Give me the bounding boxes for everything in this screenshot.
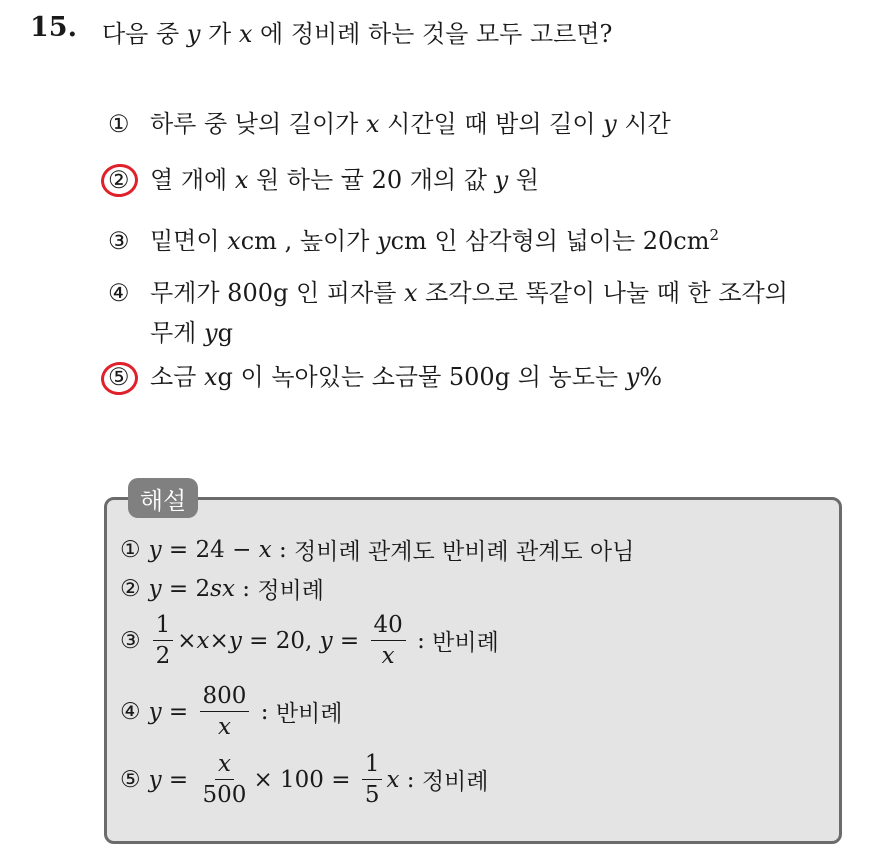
fraction-one-fifth: $\frac{1}{5}$ [362, 751, 383, 808]
fraction-x-over-500: $\frac{x}{500}$ [202, 751, 247, 808]
option-2[interactable]: ② 열 개에 x 원 하는 귤 20 개의 값 y 원 [108, 160, 539, 200]
option-5[interactable]: ⑤ 소금 xg 이 녹아있는 소금물 500g 의 농도는 y% [108, 357, 662, 397]
solution-row-5: ⑤ y = $\frac{x}{500}$ × 100 = $\frac{1}{5}$ x : 정비례 [120, 751, 489, 808]
solution-row-4: ④ y = $\frac{800}{x}$ : 반비례 [120, 683, 343, 740]
option-3[interactable]: ③ 밑면이 xcm , 높이가 ycm 인 삼각형의 넓이는 $20cm^2$ [108, 215, 719, 261]
option-2-mark: ② [108, 166, 130, 194]
option-5-mark: ⑤ [108, 363, 130, 391]
option-4[interactable]: ④ 무게가 800g 인 피자를 x 조각으로 똑같이 나눌 때 한 조각의 무게 yg [108, 273, 788, 353]
solution-row-2: ② y = 2 sx : 정비례 [120, 575, 324, 604]
solution-row-1: ① y = 24 − x : 정비례 관계도 반비례 관계도 아님 [120, 536, 635, 565]
option-1[interactable]: ① 하루 중 낮의 길이가 x 시간일 때 밤의 길이 y 시간 [108, 104, 671, 144]
option-3-mark: ③ [108, 227, 130, 255]
fraction-one-half: $\frac{1}{2}$ [153, 612, 174, 669]
fraction-40-over-x: $\frac{40}{x}$ [371, 612, 406, 669]
option-4-mark: ④ [108, 279, 130, 307]
solution-row-3: ③ $\frac{1}{2}$ × x × y = 20, y = $\frac{40}{x}$ : 반비례 [120, 612, 499, 669]
question-number: 15. [30, 12, 77, 43]
solution-title: 해설 [128, 478, 198, 518]
option-1-mark: ① [108, 110, 130, 138]
question-text: 다음 중 y 가 x 에 정비례 하는 것을 모두 고르면? [102, 20, 613, 48]
fraction-800-over-x: $\frac{800}{x}$ [200, 683, 250, 740]
